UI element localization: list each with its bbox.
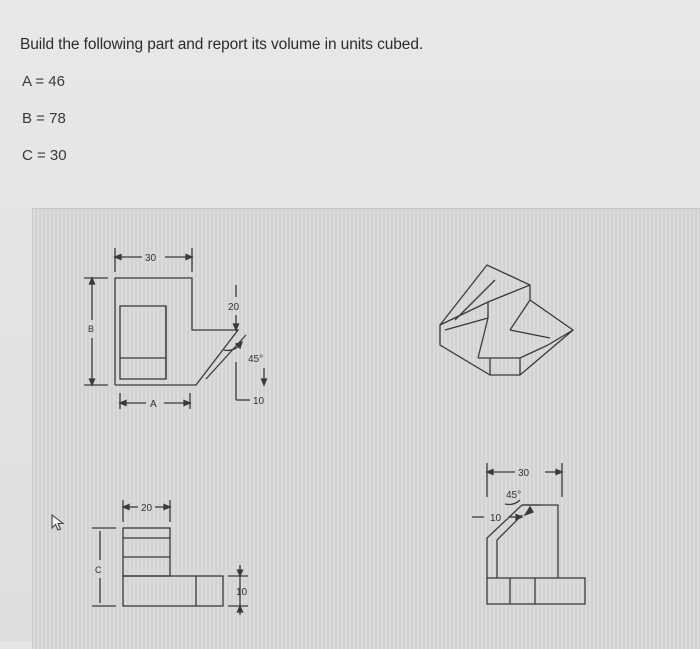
- front-dim-small: 10: [253, 396, 265, 407]
- isometric-view: [440, 265, 573, 375]
- top-dim-left: C: [95, 565, 102, 575]
- side-dim-angle: 45°: [506, 490, 522, 501]
- side-dim-left: 10: [490, 513, 502, 524]
- top-dim-right: 10: [236, 587, 248, 598]
- top-view: [92, 500, 248, 615]
- front-dim-angle: 45°: [248, 354, 264, 365]
- front-dim-top: 30: [145, 253, 157, 264]
- question-text: Build the following part and report its volume in units cubed.: [20, 36, 424, 53]
- front-dim-step: 20: [228, 302, 240, 313]
- front-dim-left: B: [88, 324, 95, 334]
- front-view: [84, 248, 267, 409]
- side-view: [472, 463, 585, 604]
- front-dim-bottom: A: [150, 399, 157, 410]
- variable-a: A = 46: [22, 73, 65, 90]
- top-dim-top: 20: [141, 503, 153, 514]
- side-dim-top: 30: [518, 468, 530, 479]
- variable-b: B = 78: [22, 110, 66, 127]
- variable-c: C = 30: [22, 147, 67, 164]
- mouse-cursor-icon: [50, 513, 68, 533]
